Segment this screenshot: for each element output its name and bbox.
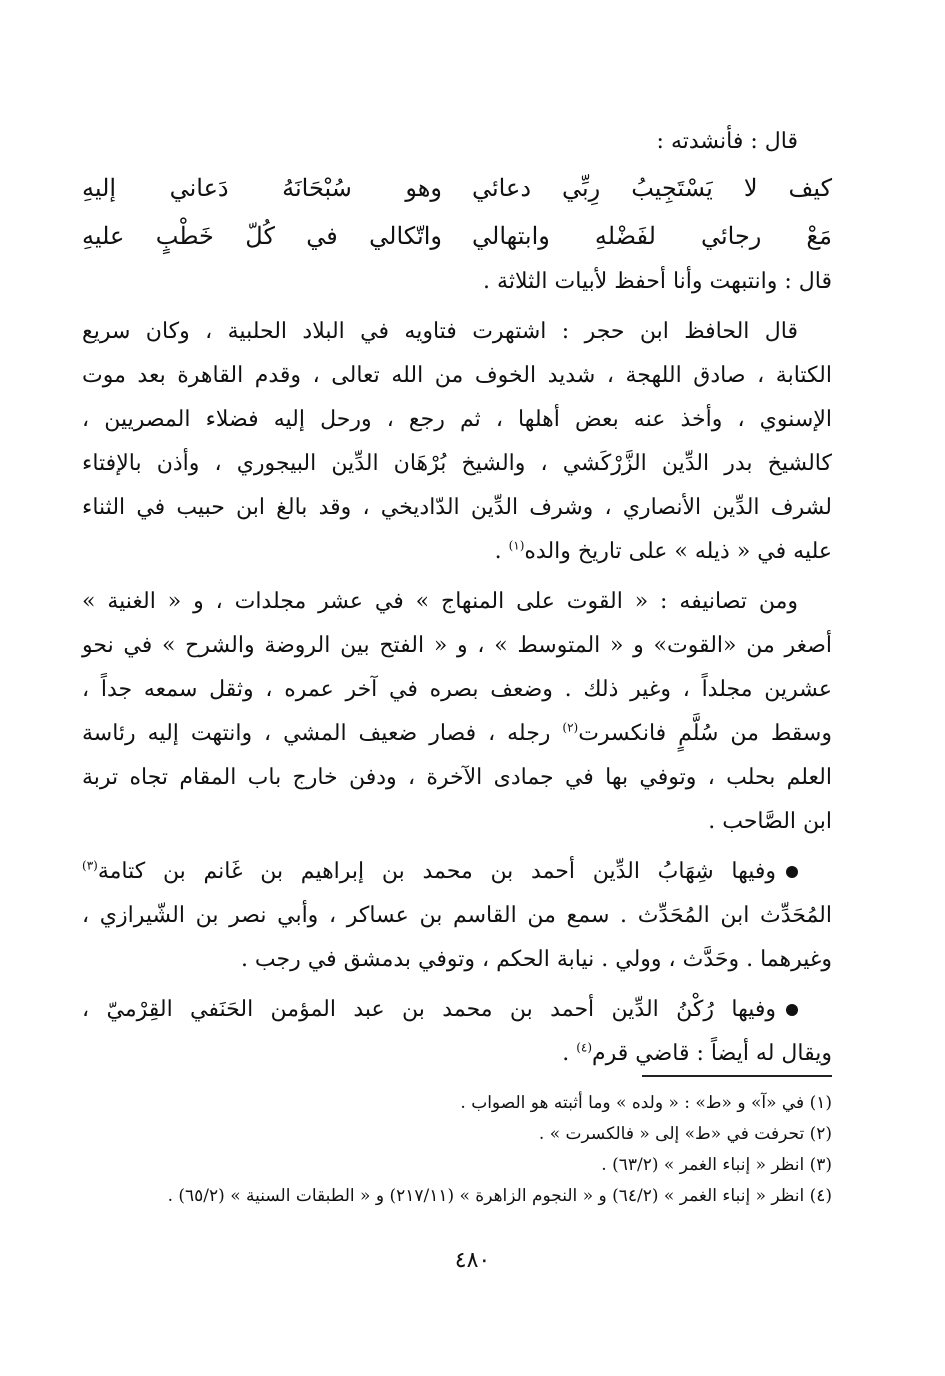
paragraph-text: . xyxy=(562,1041,577,1066)
footnote-2: (٢) تحرفت في «ط» إلى « فالكسرت » . xyxy=(538,1124,832,1144)
paragraph-line: ومن تصانيفه : « القوت على المنهاج » في عشر مجلدات ، و « الغنية » xyxy=(82,589,798,614)
footnote-separator xyxy=(642,1075,832,1077)
paragraph-line: كالشيخ بدر الدِّين الزَّرْكَشي ، والشيخ بُرْهَان الدِّين البيجوري ، وأذن بالإفتاء xyxy=(82,451,832,476)
entry-rukn-al-din xyxy=(82,988,832,1076)
paragraph-line: أصغر من «القوت» و « المتوسط » ، و « الفتح بين الروضة والشرح » في نحو xyxy=(82,633,832,658)
verse-1 xyxy=(82,164,832,212)
paragraph-text: وفيها رُكْنُ الدِّين أحمد بن محمد بن عبد المؤمن الحَنَفي القِرْميّ ، xyxy=(82,997,776,1022)
paragraph-line: عشرين مجلداً ، وغير ذلك . وضعف بصره في آخر عمره ، وثقل سمعه جداً ، xyxy=(82,677,832,702)
verse-1-second-hemistich: وهو سُبْحَانَهُ دَعاني إليهِ xyxy=(82,174,442,202)
paragraph-line: الكتابة ، صادق اللهجة ، شديد الخوف من الله تعالى ، وقدم القاهرة بعد موت xyxy=(82,363,832,388)
paragraph-line xyxy=(82,712,832,756)
paragraph-text: وفيها شِهَابُ الدِّين أحمد بن محمد بن إبراهيم بن غَانم بن كتامة xyxy=(97,859,776,884)
footnote-3: (٣) انظر « إنباء الغمر » (٦٣/٢) . xyxy=(601,1155,832,1175)
paragraph-line: قال الحافظ ابن حجر : اشتهرت فتاويه في البلاد الحلبية ، وكان سريع xyxy=(82,319,798,344)
paragraph-line: المُحَدِّث ابن المُحَدِّث . سمع من القاسم بن عساكر ، وأبي نصر بن الشّيرازي ، xyxy=(82,903,832,928)
verse-1-first-hemistich: كيف لا يَسْتَجِيبُ رِبِّي دعائي xyxy=(472,174,832,202)
footnote-marker-4: (٤) xyxy=(576,1040,593,1055)
paragraph-line: لشرف الدِّين الأنصاري ، وشرف الدِّين الدّاديخي ، وقد بالغ ابن حبيب في الثناء xyxy=(82,495,832,520)
footnotes xyxy=(82,1088,832,1212)
footnote-marker-3: (٣) xyxy=(82,858,98,873)
footnote-marker-2: (٢) xyxy=(562,720,579,735)
poem-intro: قال : فأنشدته : xyxy=(656,129,798,154)
paragraph-text: عليه في « ذيله » على تاريخ والده xyxy=(524,539,832,564)
page-number: ٤٨٠ xyxy=(454,1248,491,1273)
paragraph-line: العلم بحلب ، وتوفي بها في جمادى الآخرة ، ودفن خارج باب المقام تجاه تربة xyxy=(82,765,832,790)
footnote-4: (٤) انظر « إنباء الغمر » (٦٤/٢) و « النجوم الزاهرة » (٢١٧/١١) و « الطبقات السنية » (٦٥/٢) . xyxy=(167,1186,832,1206)
bullet-icon xyxy=(786,866,798,878)
verse-2-first-hemistich: مَعْ رجائي لفَضْلهِ وابتهالي xyxy=(472,222,832,250)
entry-shihab-al-din xyxy=(82,850,832,982)
paragraph-line: وغيرهما . وحَدَّث ، وولي . نيابة الحكم ، وتوفي بدمشق في رجب . xyxy=(240,947,832,972)
footnote-1: (١) في «آ» و «ط» : « ولده » وما أثبته هو الصواب . xyxy=(460,1093,832,1113)
paragraph-line xyxy=(82,530,832,574)
paragraph-text: رجله ، فصار ضعيف المشي ، وانتهت إليه رئاسة xyxy=(82,721,563,746)
paragraph-line xyxy=(82,1032,832,1076)
paragraph-text: . xyxy=(494,539,509,564)
paragraph-works xyxy=(82,580,832,844)
paragraph-line: الإسنوي ، وأخذ عنه بعض أهلها ، ثم رجع ، ورحل إليه فضلاء المصريين ، xyxy=(82,407,832,432)
paragraph-text: ويقال له أيضاً : قاضي قرم xyxy=(592,1041,832,1066)
paragraph-line xyxy=(82,850,832,894)
footnote-marker-1: (١) xyxy=(508,538,525,553)
paragraph-text: وسقط من سُلَّمٍ فانكسرت xyxy=(578,721,832,746)
paragraph-line: ابن الصَّاحب . xyxy=(708,809,832,834)
verse-2-second-hemistich: واتّكالي في كُلّ خَطْبٍ عليهِ xyxy=(82,222,442,250)
paragraph-line xyxy=(82,988,832,1032)
verse-2 xyxy=(82,212,832,260)
paragraph-ibn-hajar xyxy=(82,310,832,574)
bullet-icon xyxy=(786,1004,798,1016)
page-body xyxy=(82,120,832,1240)
after-verses-line: قال : وانتبهت وأنا أحفظ لأبيات الثلاثة . xyxy=(483,269,832,294)
